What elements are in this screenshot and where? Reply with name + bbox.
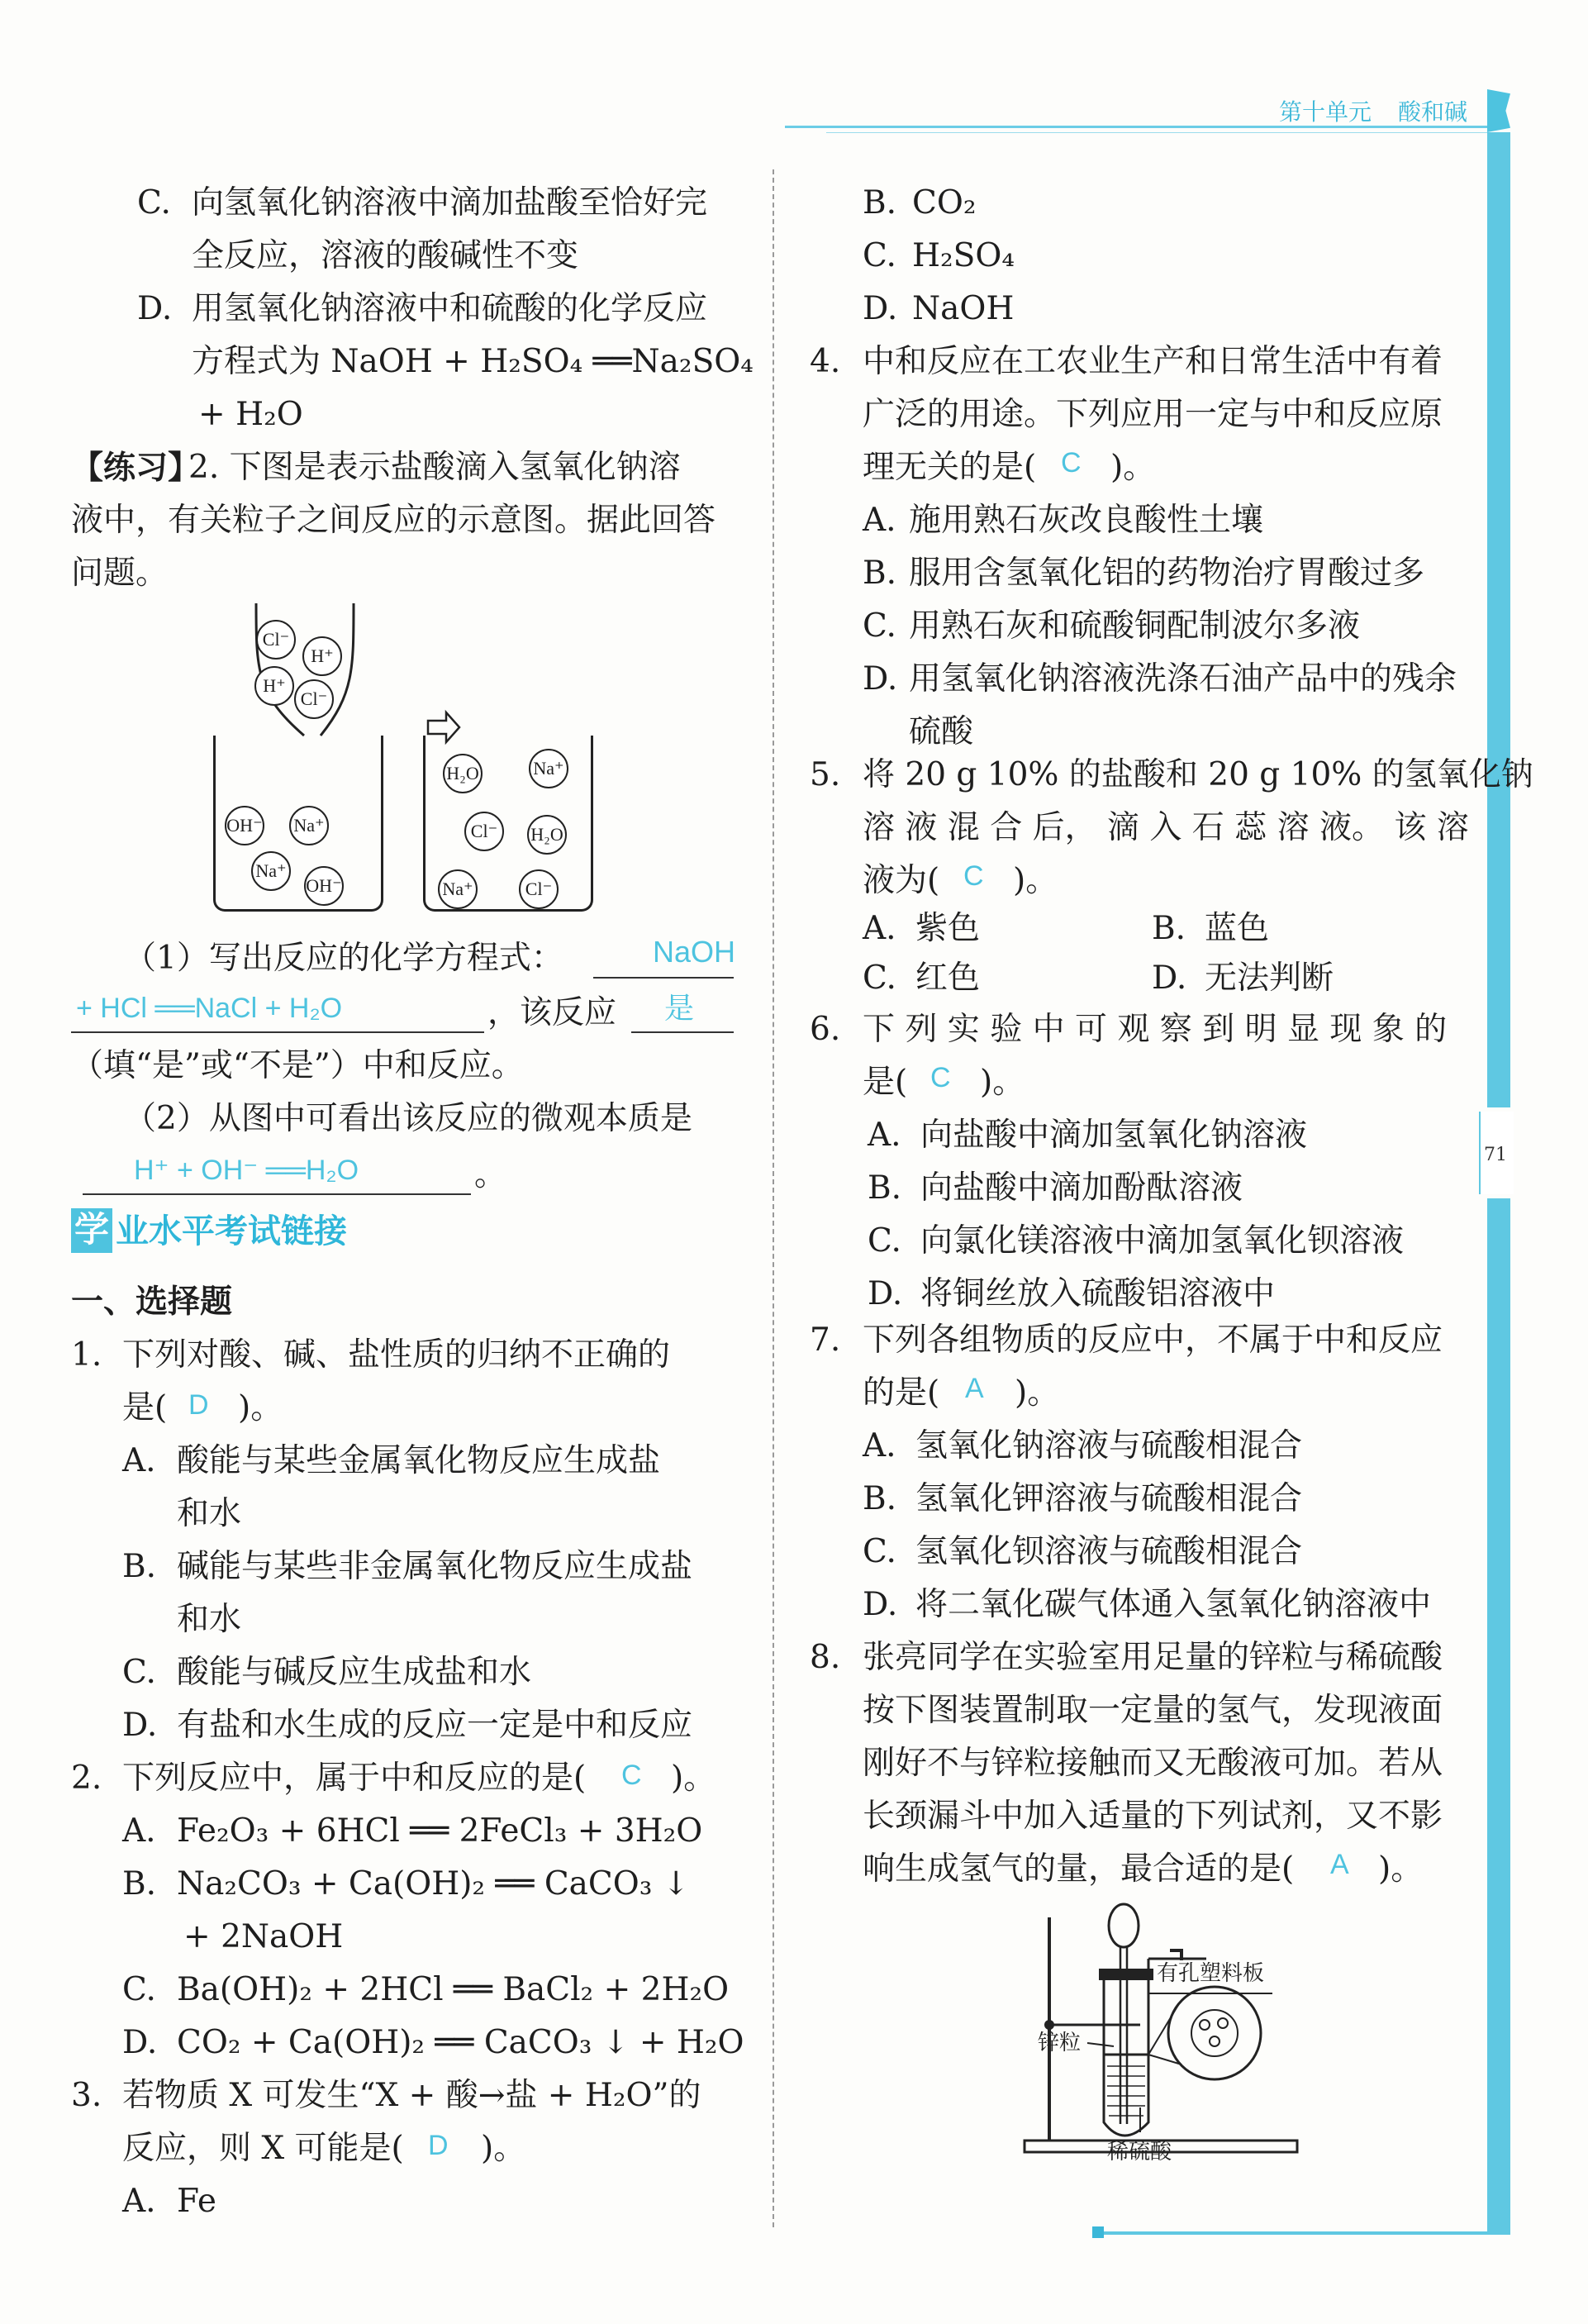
label-plate: 有孔塑料板 [1157,1961,1265,1986]
q1-b1: 碱能与某些非金属氧化物反应生成盐 [177,1548,693,1585]
reaction-diagram [207,603,603,917]
footer-rule [1099,2231,1510,2235]
q1-blank-2 [71,1031,484,1033]
header-rule-thin [826,132,1487,133]
q4-c-label: C. [863,607,896,645]
exercise-tag: 【练习】 [71,449,201,487]
q8-line3: 刚好不与锌粒接触而又无酸液可加。若从 [863,1745,1443,1782]
q4-a-label: A. [863,502,896,539]
q1-blank-3 [631,1031,734,1033]
q5-c1: 红色 [915,960,981,997]
beaker2-ion-3: Cl⁻ [464,812,504,851]
section-icon: 学 [74,1210,110,1249]
q3-line2a: 反应，则 X 可能是( [122,2130,404,2167]
q2-text: 下列反应中，属于中和反应的是( [122,1760,587,1797]
beaker1-ion-4: OH⁻ [304,866,344,906]
exercise-q1-tail: （填“是”或“不是”）中和反应。 [71,1047,524,1084]
q5-b-label: B. [1152,910,1186,947]
funnel-ion-2: H⁺ [302,636,342,676]
q7-line1: 下列各组物质的反应中，不属于中和反应 [863,1322,1443,1359]
funnel-ion-1: Cl⁻ [256,620,296,660]
q4-d-label: D. [863,660,898,698]
margin-bar-bottom [1487,1198,1510,2231]
q7-answer: A [965,1373,984,1404]
q7-b1: 氢氧化钾溶液与硫酸相混合 [915,1480,1303,1517]
q4-d1: 用氢氧化钠溶液洗涤石油产品中的残余 [909,660,1457,698]
q1-a-label: A. [122,1442,156,1479]
exercise-q2-text: （2）从图中可看出该反应的微观本质是 [124,1100,692,1137]
q6-d1: 将铜丝放入硫酸铝溶液中 [920,1275,1276,1312]
q1-d-label: D. [122,1707,158,1744]
q3-a-label: A. [122,2183,156,2220]
q4-num: 4. [810,343,841,380]
beaker2-ion-5: Na⁺ [438,869,478,909]
q1-a1: 酸能与某些金属氧化物反应生成盐 [177,1442,661,1479]
q8-line5b: )。 [1378,1850,1424,1888]
q2-num: 2. [71,1760,102,1797]
q2-b2: + 2NaOH [183,1918,344,1955]
q1-num: 1. [71,1336,102,1374]
q3-b1: CO₂ [912,184,977,221]
q1-c-label: C. [122,1654,156,1691]
q5-a1: 紫色 [915,910,981,947]
q8-line1: 张亮同学在实验室用足量的锌粒与稀硫酸 [863,1639,1443,1676]
beaker2-ion-2: Na⁺ [529,749,568,788]
q2-blank [83,1193,471,1195]
header-rule [785,126,1487,128]
q3-a1: Fe [177,2183,217,2220]
q8-num: 8. [810,1639,841,1676]
exercise-line1: 2. 下图是表示盐酸滴入氢氧化钠溶 [188,449,681,486]
margin-bar-top [1487,132,1510,1107]
q2-d-label: D. [122,2024,158,2061]
q2-answer: C [621,1760,642,1791]
q3-d-label: D. [863,290,898,327]
q1-c1: 酸能与碱反应生成盐和水 [177,1654,532,1691]
q2-c1: Ba(OH)₂ + 2HCl ══ BaCl₂ + 2H₂O [177,1971,730,2008]
q6-c-label: C. [868,1222,901,1260]
q1-answer: D [188,1389,209,1421]
q7-line2a: 的是( [863,1374,940,1412]
q8-line5a: 响生成氢气的量，最合适的是( [863,1850,1295,1888]
q1-d1: 有盐和水生成的反应一定是中和反应 [177,1707,693,1744]
beaker2-ion-6: Cl⁻ [519,869,559,909]
q3-c1: H₂SO₄ [912,237,1015,274]
q7-d-label: D. [863,1586,898,1623]
funnel-ion-3: H⁺ [254,666,294,706]
label-zinc: 锌粒 [1038,2031,1082,2055]
prev-d-line3: + H₂O [198,396,303,433]
q4-c1: 用熟石灰和硫酸铜配制波尔多液 [909,607,1361,645]
q3-d1: NaOH [912,290,1015,327]
section-title: 业水平考试链接 [116,1213,347,1250]
q4-line2: 广泛的用途。下列应用一定与中和反应原 [863,396,1443,433]
prev-d-line1: 用氢氧化钠溶液中和硫酸的化学反应 [192,290,708,327]
q6-line1: 下 列 实 验 中 可 观 察 到 明 显 现 象 的 [863,1011,1448,1048]
q2-b1: Na₂CO₃ + Ca(OH)₂ ══ CaCO₃ ↓ [177,1865,690,1903]
header-tab [1487,89,1510,132]
q1-line1: 下列对酸、碱、盐性质的归纳不正确的 [122,1336,671,1374]
funnel-ion-4: Cl⁻ [294,679,334,719]
beaker2-ion-4: H₂O [527,815,567,855]
q1-blank-1 [593,977,734,979]
beaker1-ion-3: Na⁺ [251,851,291,891]
q3-b-label: B. [863,184,897,221]
q4-line3a: 理无关的是( [863,449,1037,486]
q4-b1: 服用含氢氧化铝的药物治疗胃酸过多 [909,555,1425,592]
q4-answer: C [1061,447,1082,479]
q7-a-label: A. [863,1427,896,1464]
q6-a1: 向盐酸中滴加氢氧化钠溶液 [920,1117,1308,1154]
label-acid: 稀硫酸 [1107,2140,1172,2164]
q5-b1: 蓝色 [1205,910,1270,947]
prev-c-line1: 向氢氧化钠溶液中滴加盐酸至恰好完 [192,184,708,221]
page-number: 71 [1484,1145,1507,1165]
q7-b-label: B. [863,1480,897,1517]
q3-answer: D [428,2130,449,2161]
q8-answer: A [1330,1849,1349,1880]
q2-tail: )。 [671,1760,716,1797]
q2-c-label: C. [122,1971,156,2008]
exercise-q2-end: 。 [474,1156,507,1193]
q5-line3a: 液为( [863,862,940,899]
q1-a2: 和水 [177,1495,242,1532]
exercise-q1-answer-a: NaOH [653,935,736,969]
prev-c-line2: 全反应，溶液的酸碱性不变 [192,237,579,274]
q5-line3b: )。 [1013,862,1058,899]
q4-line3b: )。 [1110,449,1156,486]
exercise-line2: 液中，有关粒子之间反应的示意图。据此回答 [71,502,716,539]
q4-line1: 中和反应在工农业生产和日常生活中有着 [863,343,1443,380]
exercise-q1-answer-b: + HCl ══NaCl + H₂O [76,993,343,1024]
q5-answer: C [963,860,984,892]
q1-b-label: B. [122,1548,157,1585]
q2-b-label: B. [122,1865,157,1903]
header-unit: 第十单元 [1279,98,1372,126]
q7-line2b: )。 [1015,1374,1060,1412]
q5-num: 5. [810,756,841,793]
q2-d1: CO₂ + Ca(OH)₂ ══ CaCO₃ ↓ + H₂O [177,2024,744,2061]
q3-line2b: )。 [481,2130,526,2167]
q4-a1: 施用熟石灰改良酸性土壤 [909,502,1264,539]
header-title: 酸和碱 [1398,98,1468,126]
apparatus-diagram [1016,1901,1380,2174]
q5-a-label: A. [863,910,896,947]
prev-d-line2: 方程式为 NaOH + H₂SO₄ ══Na₂SO₄ [192,343,754,380]
q7-d1: 将二氧化碳气体通入氢氧化钠溶液中 [915,1586,1432,1623]
beaker2-ion-1: H₂O [443,754,483,793]
part-title: 一、选择题 [71,1284,233,1320]
q6-c1: 向氯化镁溶液中滴加氢氧化钡溶液 [920,1222,1405,1260]
prev-d-label: D. [137,290,173,327]
exercise-q1-mid: ，该反应 [487,994,617,1031]
q8-line4: 长颈漏斗中加入适量的下列试剂，又不影 [863,1798,1443,1835]
q2-a-label: A. [122,1812,156,1850]
q6-d-label: D. [868,1275,903,1312]
q5-d-label: D. [1152,960,1187,997]
q2-a1: Fe₂O₃ + 6HCl ══ 2FeCl₃ + 3H₂O [177,1812,703,1850]
q6-a-label: A. [868,1117,901,1154]
q1-line2a: 是( [122,1389,168,1426]
column-divider [773,169,774,2227]
exercise-line3: 问题。 [71,555,169,592]
q7-c-label: C. [863,1533,896,1570]
q4-b-label: B. [863,555,897,592]
q1-line2b: )。 [238,1389,283,1426]
q3-num: 3. [71,2077,102,2114]
q7-a1: 氢氧化钠溶液与硫酸相混合 [915,1427,1303,1464]
exercise-q1-answer-c: 是 [664,991,695,1025]
q3-line1: 若物质 X 可发生“X + 酸→盐 + H₂O”的 [122,2077,701,2114]
footer-dot [1092,2226,1104,2238]
q6-line2b: )。 [980,1064,1025,1101]
q5-line2: 溶 液 混 合 后， 滴 入 石 蕊 溶 液。 该 溶 [863,809,1469,846]
q5-d1: 无法判断 [1205,960,1334,997]
q4-d2: 硫酸 [909,713,974,750]
q6-num: 6. [810,1011,841,1048]
beaker1-ion-2: Na⁺ [289,806,329,845]
q5-c-label: C. [863,960,896,997]
q8-line2: 按下图装置制取一定量的氢气，发现液面 [863,1692,1443,1729]
q6-line2a: 是( [863,1064,908,1101]
beaker1-ion-1: OH⁻ [225,806,264,845]
q6-b1: 向盐酸中滴加酚酞溶液 [920,1169,1243,1207]
q3-c-label: C. [863,237,896,274]
q6-b-label: B. [868,1169,902,1207]
exercise-q2-answer: H⁺ + OH⁻ ══H₂O [134,1155,359,1186]
q7-c1: 氢氧化钡溶液与硫酸相混合 [915,1533,1303,1570]
q6-answer: C [930,1062,951,1093]
exercise-q1-text: （1）写出反应的化学方程式： [124,940,563,977]
q1-b2: 和水 [177,1601,242,1638]
q7-num: 7. [810,1322,841,1359]
prev-c-label: C. [137,184,171,221]
q5-line1: 将 20 g 10% 的盐酸和 20 g 10% 的氢氧化钠 [863,756,1533,793]
